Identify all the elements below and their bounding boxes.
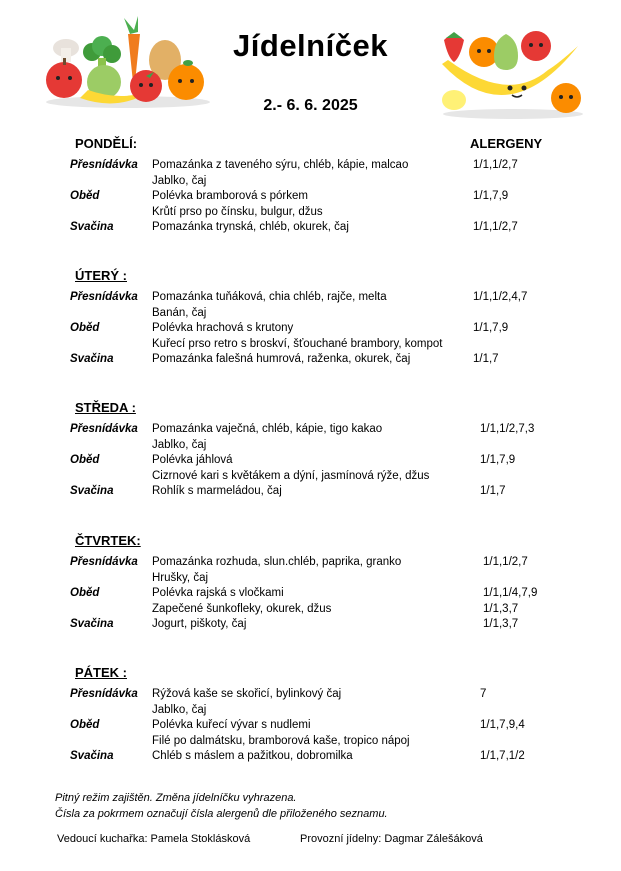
allergen-codes: 1/1,1/2,7	[473, 159, 518, 171]
menu-row	[0, 587, 621, 603]
dish-description: Hrušky, čaj	[152, 571, 209, 584]
dish-description: Jablko, čaj	[152, 438, 207, 451]
allergen-codes: 7	[480, 688, 487, 700]
meal-name: Svačina	[70, 485, 114, 498]
dish-description: Pomazánka tuňáková, chia chléb, rajče, melta	[152, 291, 387, 303]
allergen-codes: 1/1,1/2,4,7	[473, 291, 528, 303]
meal-name: Přesnídávka	[70, 423, 138, 435]
allergen-codes: 1/1,7,9	[473, 190, 509, 203]
dish-description: Chléb s máslem a pažitkou, dobromilka	[152, 750, 353, 763]
footer-note-allergens: Čísla za pokrmem označují čísla alergenů dle přiloženého seznamu.	[55, 808, 388, 820]
dish-description: Polévka kuřecí vývar s nudlemi	[152, 719, 311, 732]
menu-row	[0, 572, 621, 588]
dish-description: Jablko, čaj	[152, 174, 207, 187]
menu-row	[0, 307, 621, 323]
dish-description: Pomazánka trynská, chléb, okurek, čaj	[152, 221, 349, 234]
meal-name: Svačina	[70, 618, 114, 631]
menu-row	[0, 353, 621, 369]
menu-row	[0, 439, 621, 455]
allergen-codes: 1/1,1/2,7	[483, 556, 528, 568]
dish-description: Pomazánka z taveného sýru, chléb, kápie, malcao	[152, 159, 409, 171]
allergen-codes: 1/1,7	[480, 485, 506, 498]
meal-name: Přesnídávka	[70, 556, 138, 568]
menu-row	[0, 618, 621, 634]
meal-name: Svačina	[70, 353, 114, 366]
menu-row	[0, 750, 621, 766]
meal-name: Oběd	[70, 454, 100, 467]
menu-row	[0, 322, 621, 338]
day-heading: PONDĚLÍ:	[75, 136, 138, 151]
dish-description: Krůtí prso po čínsku, bulgur, džus	[152, 205, 323, 218]
menu-row	[0, 206, 621, 222]
canteen-manager-signature: Provozní jídelny: Dagmar Zálešáková	[300, 833, 483, 845]
allergen-codes: 1/1,7,9	[473, 322, 509, 335]
dish-description: Jogurt, piškoty, čaj	[152, 618, 247, 631]
dish-description: Kuřecí prso retro s broskví, šťouchané brambory, kompot	[152, 337, 443, 350]
dish-description: Polévka hrachová s krutony	[152, 322, 294, 335]
head-cook-signature: Vedoucí kuchařka: Pamela Stoklásková	[57, 833, 251, 845]
allergens-heading: ALERGENY	[470, 136, 543, 151]
meal-name: Oběd	[70, 587, 100, 600]
meal-name: Přesnídávka	[70, 291, 138, 303]
dish-description: Polévka jáhlová	[152, 454, 233, 467]
meal-name: Oběd	[70, 719, 100, 732]
menu-row	[0, 338, 621, 354]
meal-name: Oběd	[70, 190, 100, 203]
allergen-codes: 1/1,7,1/2	[480, 750, 525, 763]
menu-row	[0, 704, 621, 720]
menu-row	[0, 159, 621, 175]
menu-date-range: 2.- 6. 6. 2025	[263, 97, 358, 114]
menu-row	[0, 735, 621, 751]
allergen-codes: 1/1,1/2,7,3	[480, 423, 535, 435]
dish-description: Jablko, čaj	[152, 703, 207, 716]
menu-row	[0, 190, 621, 206]
allergen-codes: 1/1,7,9	[480, 454, 516, 467]
dish-description: Filé po dalmátsku, bramborová kaše, tropico nápoj	[152, 734, 410, 747]
day-heading: STŘEDA :	[75, 400, 136, 415]
allergen-codes: 1/1,3,7	[483, 618, 519, 631]
allergen-codes: 1/1,7,9,4	[480, 719, 525, 732]
dish-description: Pomazánka vaječná, chléb, kápie, tigo kakao	[152, 423, 383, 435]
dish-description: Pomazánka rozhuda, slun.chléb, paprika, granko	[152, 556, 402, 568]
meal-name: Oběd	[70, 322, 100, 335]
menu-row	[0, 603, 621, 619]
day-heading: PÁTEK :	[75, 665, 127, 680]
dish-description: Rýžová kaše se skořicí, bylinkový čaj	[152, 688, 342, 700]
dish-description: Cizrnové kari s květákem a dýní, jasmínová rýže, džus	[152, 469, 430, 482]
dish-description: Zapečené šunkofleky, okurek, džus	[152, 602, 332, 615]
day-heading: ÚTERÝ :	[75, 268, 127, 283]
menu-row	[0, 454, 621, 470]
menu-row	[0, 719, 621, 735]
dish-description: Pomazánka falešná humrová, raženka, okurek, čaj	[152, 353, 411, 366]
meal-name: Přesnídávka	[70, 159, 138, 171]
allergen-codes: 1/1,1/4,7,9	[483, 587, 538, 600]
menu-row	[0, 423, 621, 439]
menu-row	[0, 485, 621, 501]
menu-row	[0, 470, 621, 486]
footer-note-drinking: Pitný režim zajištěn. Změna jídelníčku vyhrazena.	[55, 792, 297, 804]
menu-row	[0, 175, 621, 191]
dish-description: Polévka bramborová s pórkem	[152, 190, 308, 203]
menu-row	[0, 221, 621, 237]
allergen-codes: 1/1,3,7	[483, 602, 519, 615]
menu-row	[0, 556, 621, 572]
dish-description: Polévka rajská s vločkami	[152, 587, 284, 600]
dish-description: Rohlík s marmeládou, čaj	[152, 485, 282, 498]
allergen-codes: 1/1,1/2,7	[473, 221, 518, 234]
dish-description: Banán, čaj	[152, 306, 207, 319]
menu-row	[0, 688, 621, 704]
meal-name: Přesnídávka	[70, 688, 138, 700]
day-heading: ČTVRTEK:	[75, 533, 141, 548]
meal-name: Svačina	[70, 221, 114, 234]
meal-name: Svačina	[70, 750, 114, 763]
page-title: Jídelníček	[233, 28, 388, 63]
menu-row	[0, 291, 621, 307]
allergen-codes: 1/1,7	[473, 353, 499, 366]
